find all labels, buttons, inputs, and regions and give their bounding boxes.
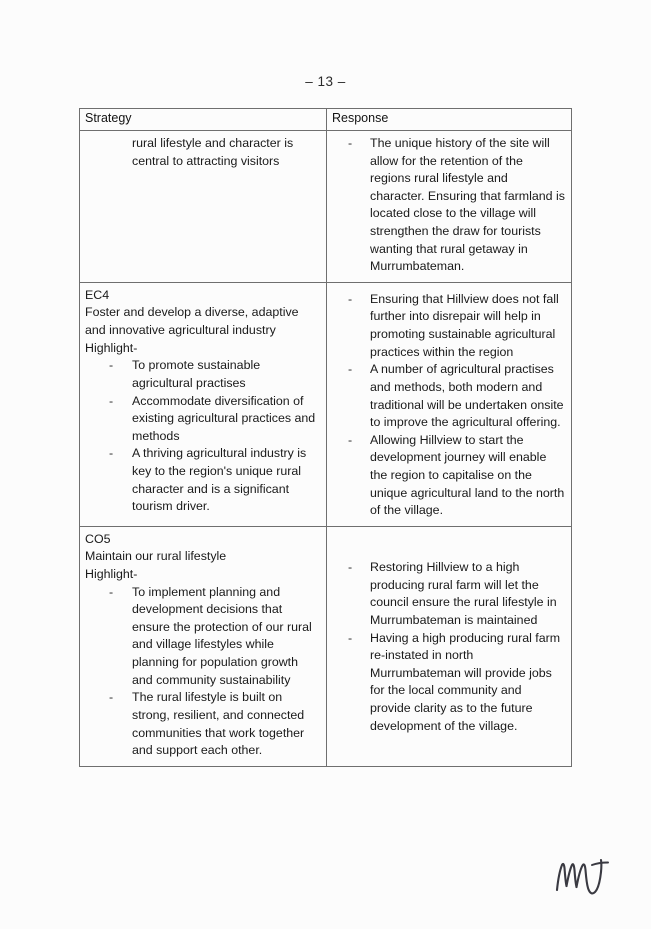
list-item-text: Having a high producing rural farm re-instated in north Murrumbateman will provide jobs for the local community and provide clarity as to the future development of the village. bbox=[370, 630, 561, 733]
strategy-content bbox=[80, 131, 326, 176]
table-row bbox=[80, 131, 572, 283]
strategy-subheading: Highlight- bbox=[85, 340, 138, 355]
list-item-text: Allowing Hillview to start the development journey will enable the region to capitalise on the unique agricultural land to the north of the village. bbox=[370, 432, 565, 518]
table-row bbox=[80, 526, 572, 766]
list-item-text: To implement planning and development decisions that ensure the protection of our rural and village lifestyles while planning for population growth and community sustainability bbox=[132, 584, 312, 687]
dash-bullet-icon: - bbox=[109, 584, 114, 599]
list-item bbox=[85, 357, 320, 392]
list-item bbox=[85, 689, 320, 759]
response-cell-co5 bbox=[327, 526, 572, 766]
list-item bbox=[332, 630, 565, 736]
list-item bbox=[332, 135, 565, 276]
list-item-text: Accommodate diversification of existing agricultural practices and methods bbox=[132, 393, 316, 443]
strategy-content bbox=[80, 283, 326, 522]
response-content bbox=[327, 551, 571, 741]
list-item-text: The rural lifestyle is built on strong, resilient, and connected communities that work together and support each other. bbox=[132, 690, 305, 758]
table-row bbox=[80, 282, 572, 526]
strategy-subheading: Highlight- bbox=[85, 567, 138, 582]
dash-bullet-icon: - bbox=[109, 446, 114, 461]
list-item-text: To promote sustainable agricultural practises bbox=[132, 358, 261, 390]
list-item bbox=[85, 393, 320, 446]
dash-bullet-icon: - bbox=[348, 136, 353, 150]
dash-bullet-icon: - bbox=[348, 362, 353, 377]
dash-bullet-icon: - bbox=[348, 291, 353, 306]
strategy-content bbox=[80, 527, 326, 766]
list-item-text: A number of agricultural practises and methods, both modern and traditional will be undertaken onsite to improve the agricultural offering. bbox=[370, 362, 564, 430]
strategy-code: CO5 bbox=[85, 531, 111, 546]
list-item bbox=[332, 361, 565, 431]
strategy-title: Maintain our rural lifestyle bbox=[85, 549, 227, 564]
dash-bullet-icon: - bbox=[348, 432, 353, 447]
list-item-text: The unique history of the site will allow for the retention of the regions rural lifestyle and character. Ensuring that farmland is located close to the village will strengthen the draw for tourists wanting that rural getaway in Murrumbateman. bbox=[370, 136, 565, 274]
continuation-line: rural lifestyle and character is bbox=[132, 136, 294, 150]
page-number: – 13 – bbox=[305, 74, 346, 89]
continuation-line: central to attracting visitors bbox=[132, 153, 280, 168]
response-cell-ec4 bbox=[327, 282, 572, 526]
table-header-row bbox=[80, 109, 572, 131]
response-content bbox=[327, 283, 571, 526]
list-item bbox=[332, 291, 565, 361]
response-bullet-list bbox=[332, 135, 565, 276]
list-item-text: Restoring Hillview to a high producing rural farm will let the council ensure the rural lifestyle in Murrumbateman is maintained bbox=[370, 560, 557, 628]
handwritten-signature-icon bbox=[545, 852, 625, 910]
strategy-bullet-list bbox=[85, 584, 320, 760]
list-item bbox=[85, 584, 320, 690]
dash-bullet-icon: - bbox=[109, 690, 114, 705]
response-content bbox=[327, 131, 571, 282]
strategy-cell-ec4 bbox=[80, 282, 327, 526]
strategy-response-table bbox=[79, 108, 572, 767]
list-item bbox=[85, 445, 320, 515]
response-bullet-list bbox=[332, 291, 565, 520]
strategy-code: EC4 bbox=[85, 287, 110, 302]
dash-bullet-icon: - bbox=[348, 630, 353, 645]
strategy-title: Foster and develop a diverse, adaptive and innovative agricultural industry bbox=[85, 305, 299, 338]
dash-bullet-icon: - bbox=[109, 393, 114, 408]
list-item-text: Ensuring that Hillview does not fall further into disrepair will help in promoting sustainable agricultural practices within the region bbox=[370, 291, 559, 359]
column-header-strategy: Strategy bbox=[80, 109, 327, 131]
list-item-text: A thriving agricultural industry is key to the region's unique rural character and is a significant tourism driver. bbox=[132, 446, 307, 514]
dash-bullet-icon: - bbox=[109, 358, 114, 373]
column-header-response: Response bbox=[327, 109, 572, 131]
strategy-cell-continuation bbox=[80, 131, 327, 283]
dash-bullet-icon: - bbox=[348, 560, 353, 575]
list-item bbox=[332, 559, 565, 629]
list-item bbox=[332, 432, 565, 520]
strategy-bullet-list bbox=[85, 357, 320, 515]
response-cell-continuation bbox=[327, 131, 572, 283]
strategy-cell-co5 bbox=[80, 526, 327, 766]
response-bullet-list bbox=[332, 559, 565, 735]
